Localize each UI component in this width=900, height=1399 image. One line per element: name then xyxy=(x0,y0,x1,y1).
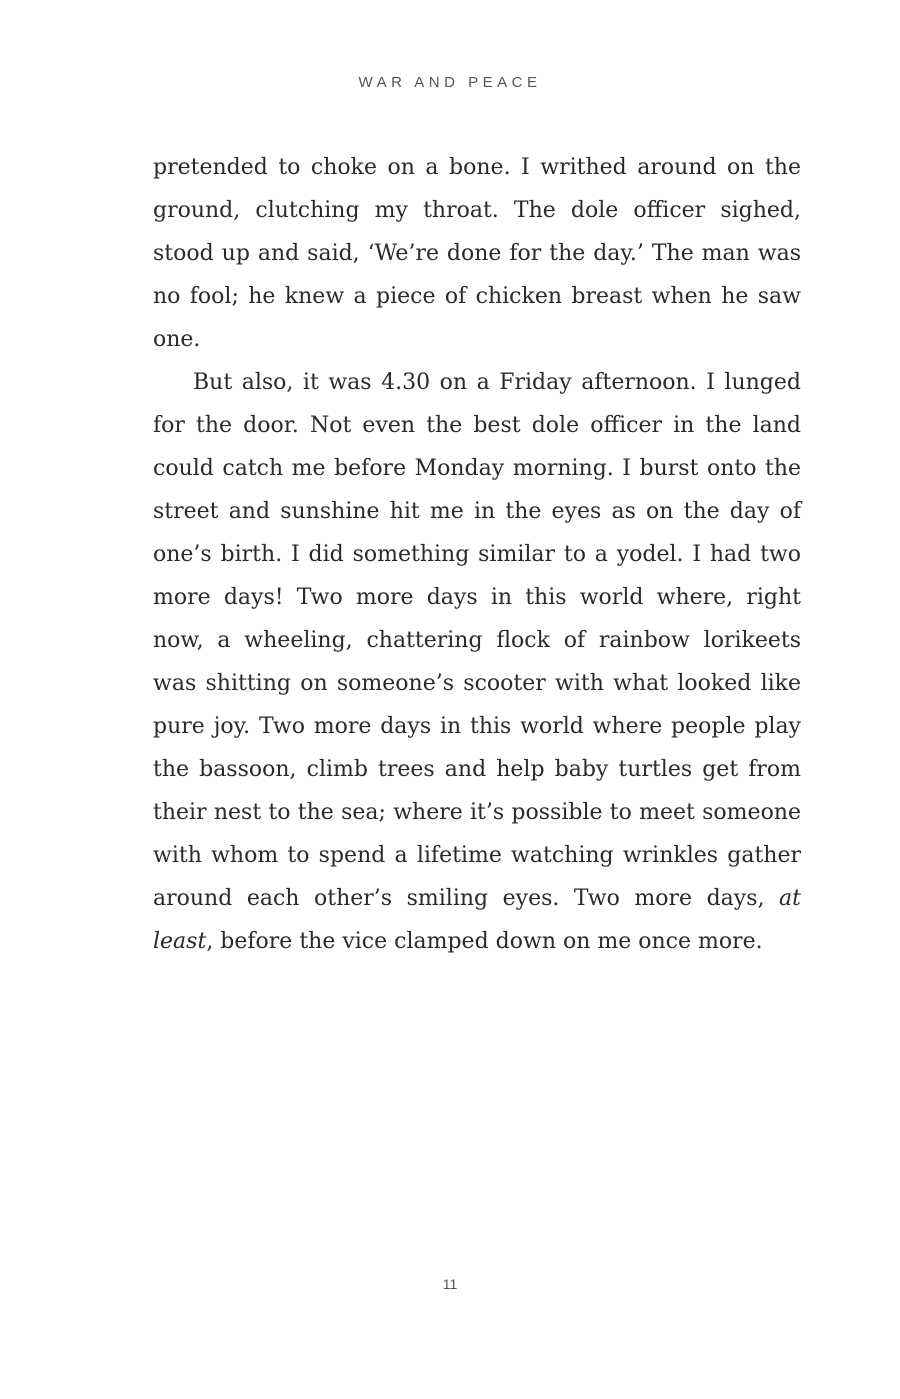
text-segment: But also, it was 4.30 on a Friday afternoon. I lunged for the door. Not even the best dole officer in the land could catch me before Monday morning. I burst onto the street and sunshine hit me in the eyes as on the day of one’s birth. I did something similar to a yodel. I had two more days! Two more days in this world where, right now, a wheeling, chattering flock of rainbow lorikeets was shitting on someone’s scooter with what looked like pure joy. Two more days in this world where people play the bassoon, climb trees and help baby turtles get from their nest to the sea; where it’s possible to meet someone with whom to spend a lifetime watching wrinkles gather around each other’s smiling eyes. Two more days, xyxy=(153,370,801,911)
paragraph-2 xyxy=(153,361,801,963)
text-segment: , before the vice clamped down on me once more. xyxy=(206,929,763,954)
text-segment: pretended to choke on a bone. I writhed around on the ground, clutching my throat. The dole officer sighed, stood up and said, ‘We’re done for the day.’ The man was no fool; he knew a piece of chicken breast when he saw one. xyxy=(153,155,801,352)
body-text xyxy=(153,146,801,963)
running-head: WAR AND PEACE xyxy=(358,74,542,91)
paragraph-1 xyxy=(153,146,801,361)
italic-emphasis: at least xyxy=(153,886,801,954)
page-number: 11 xyxy=(442,1276,458,1292)
